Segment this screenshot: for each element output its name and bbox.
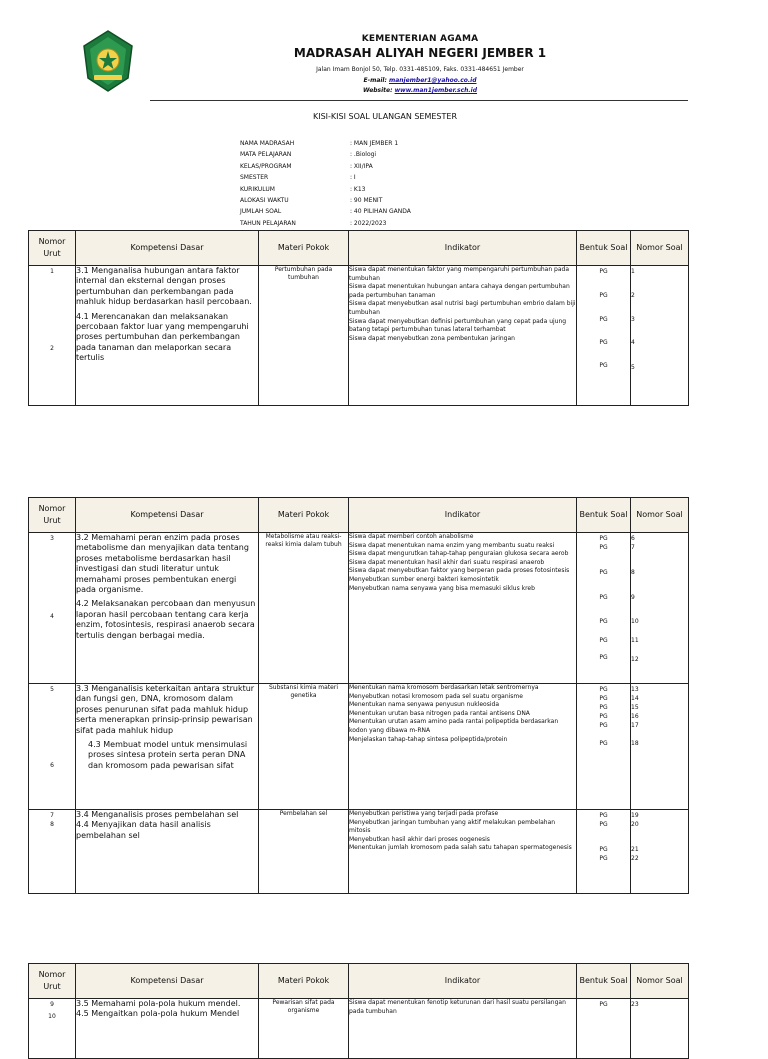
kd-text: 4.3 Membuat model untuk mensimulasi proses sintesa protein serta peran DNA dan kromosom pada pewarisan sifat: [88, 740, 248, 770]
col-header: Kompetensi Dasar: [76, 498, 259, 533]
col-header: Materi Pokok: [259, 498, 349, 533]
indikator-item: Menentukan jumlah kromosom pada salah satu tahapan spermatogenesis: [349, 844, 572, 852]
col-header: Kompetensi Dasar: [76, 231, 259, 266]
nomor-soal: 22: [631, 855, 639, 862]
kd-text: 4.2 Melaksanakan percobaan dan menyusun laporan hasil percobaan tentang cara kerja enzim, fotosintesis, respirasi anaerob secara tertulis dengan berbagai media.: [76, 599, 256, 640]
nomor-soal: 7: [631, 544, 635, 551]
website-link[interactable]: www.man1jember.sch.id: [394, 87, 478, 94]
document-title: KISI-KISI SOAL ULANGAN SEMESTER: [312, 112, 458, 121]
kd-text: 3.4 Menganalisis proses pembelahan sel: [76, 810, 239, 819]
nomor-soal: 2: [631, 292, 635, 299]
bentuk-soal: PG: [599, 722, 608, 729]
info-key: JUMLAH SOAL: [240, 208, 282, 216]
indikator-item: Siswa dapat menentukan fenotip keturunan dari hasil suatu persilangan pada tumbuhan: [349, 999, 566, 1015]
indikator-item: Menyebutkan notasi kromosom pada sel suatu organisme: [349, 692, 523, 700]
table-row: [29, 266, 689, 406]
table-row: [29, 684, 689, 810]
indikator-item: Siswa dapat menyebutkan faktor yang berperan pada proses fotosintesis: [349, 567, 570, 575]
nomor-urut: 10: [48, 1013, 56, 1020]
materi-pokok-cell: Metabolisme atau reaksi-reaksi kimia dalam tubuh: [259, 533, 349, 684]
kompetensi-dasar-cell: [76, 810, 259, 894]
nomor-soal: 6: [631, 535, 635, 542]
info-row: [240, 218, 411, 229]
info-block: [240, 138, 411, 229]
bentuk-soal: PG: [599, 268, 608, 275]
bentuk-soal: PG: [599, 740, 608, 747]
info-row: [240, 149, 411, 160]
info-value: : K13: [350, 185, 366, 193]
header-rule: [150, 100, 688, 101]
kompetensi-dasar-cell: [76, 999, 259, 1059]
nomor-soal: 1: [631, 268, 635, 275]
nomor-soal: 17: [631, 722, 639, 729]
indikator-item: Menjelaskan tahap-tahap sintesa polipeptida/protein: [349, 735, 508, 743]
nomor-soal-cell: [631, 684, 689, 810]
info-row: [240, 172, 411, 183]
bentuk-soal: PG: [599, 544, 608, 551]
col-header: Bentuk Soal: [577, 498, 631, 533]
bentuk-soal-cell: [577, 266, 631, 406]
indikator-item: Siswa dapat memberi contoh anabolisme: [349, 533, 474, 540]
nomor-soal: 8: [631, 569, 635, 576]
indikator-item: Siswa dapat menyebutkan definisi pertumbuhan yang cepat pada ujung batang tetapi pertumbuhan tunas lateral terhambat: [349, 317, 567, 334]
bentuk-soal-cell: [577, 684, 631, 810]
info-value: : 2022/2023: [350, 219, 387, 227]
nomor-urut-cell: [29, 266, 76, 406]
indikator-item: Siswa dapat menentukan hasil akhir dari suatu respirasi anaerob: [349, 558, 545, 566]
indikator-cell: [349, 266, 577, 406]
info-value: : XII/IPA: [350, 162, 373, 170]
nomor-soal: 11: [631, 637, 639, 644]
info-key: NAMA MADRASAH: [240, 140, 295, 147]
bentuk-soal: PG: [599, 695, 608, 702]
info-key: ALOKASI WAKTU: [240, 197, 289, 205]
nomor-urut: 9: [50, 1001, 54, 1008]
nomor-soal: 20: [631, 821, 639, 828]
kompetensi-dasar-cell: [76, 533, 259, 684]
school-logo: [82, 30, 134, 92]
info-value: : 90 MENIT: [350, 197, 383, 205]
col-header: Nomor Soal: [631, 231, 689, 266]
bentuk-soal: PG: [599, 594, 608, 601]
nomor-urut: 6: [50, 762, 54, 769]
indikator-item: Siswa dapat menentukan nama enzim yang membantu suatu reaksi: [349, 541, 555, 549]
kd-text: 4.1 Merencanakan dan melaksanakan percobaan faktor luar yang mempengaruhi proses pertumbuhan dan perkembangan pada tanaman dan melaporkan secara tertulis: [76, 311, 249, 363]
info-row: [240, 195, 411, 206]
col-header: Nomor Urut: [29, 964, 76, 999]
website-line: [250, 87, 590, 94]
indikator-item: Menyebutkan sumber energi bakteri kemosintetik: [349, 575, 499, 583]
bentuk-soal: PG: [599, 846, 608, 853]
info-key: TAHUN PELAJARAN: [240, 219, 296, 227]
nomor-urut: 5: [50, 686, 54, 693]
indikator-item: Menentukan nama kromosom berdasarkan letak sentromernya: [349, 684, 539, 691]
indikator-cell: [349, 810, 577, 894]
table-header-row: [29, 498, 689, 533]
nomor-soal: 23: [631, 1001, 639, 1008]
col-header: Kompetensi Dasar: [76, 964, 259, 999]
bentuk-soal: PG: [599, 316, 608, 323]
bentuk-soal: PG: [599, 686, 608, 693]
kd-text: 4.4 Menyajikan data hasil analisis pembelahan sel: [76, 820, 211, 840]
email-label: E-mail:: [363, 77, 389, 84]
bentuk-soal: PG: [599, 704, 608, 711]
info-row: [240, 138, 411, 149]
nomor-soal: 15: [631, 704, 639, 711]
indikator-cell: [349, 684, 577, 810]
info-key: MATA PELAJARAN: [240, 151, 292, 159]
nomor-urut: 2: [50, 345, 54, 352]
nomor-urut: 3: [50, 535, 54, 542]
col-header: Bentuk Soal: [577, 964, 631, 999]
info-key: KELAS/PROGRAM: [240, 162, 292, 170]
indikator-item: Siswa dapat menentukan hubungan antara cahaya dengan pertumbuhan pada pertumbuhan tanaman: [349, 283, 570, 299]
col-header: Nomor Urut: [29, 498, 76, 533]
col-header: Indikator: [349, 498, 577, 533]
nomor-soal-cell: [631, 533, 689, 684]
materi-pokok-cell: Substansi kimia materi genetika: [259, 684, 349, 810]
bentuk-soal: PG: [599, 618, 608, 625]
kompetensi-dasar-cell: [76, 684, 259, 810]
nomor-soal: 21: [631, 846, 639, 853]
nomor-soal: 16: [631, 713, 639, 720]
nomor-urut: 1: [50, 268, 54, 275]
nomor-soal: 5: [631, 364, 635, 371]
indikator-item: Siswa dapat menentukan faktor yang mempengaruhi pertumbuhan pada tumbuhan: [349, 266, 570, 282]
kisi-table-3: [28, 963, 689, 1059]
school-address: Jalan Imam Bonjol 50, Telp. 0331-485109, Faks. 0331-484651 Jember: [316, 66, 524, 73]
kd-text: 3.1 Menganalisa hubungan antara faktor internal dan eksternal dengan proses pertumbuhan dan perkembangan pada mahluk hidup berdasarkan hasil percobaan.: [76, 266, 252, 307]
col-header: Materi Pokok: [259, 964, 349, 999]
bentuk-soal: PG: [599, 812, 608, 819]
info-value: : MAN JEMBER 1: [350, 140, 399, 147]
nomor-urut: 7: [50, 812, 54, 819]
kd-text: 3.2 Memahami peran enzim pada proses metabolisme dan menyajikan data tentang proses metabolisme berdasarkan hasil investigasi dan studi literatur untuk memahami proses pembentukan energi pada organisme.: [76, 533, 249, 595]
bentuk-soal: PG: [599, 1001, 608, 1008]
table-header-row: [29, 231, 689, 266]
nomor-soal-cell: [631, 810, 689, 894]
materi-pokok-cell: Pembelahan sel: [259, 810, 349, 894]
indikator-cell: [349, 999, 577, 1059]
info-key: KURIKULUM: [240, 185, 275, 193]
nomor-soal: 10: [631, 618, 639, 625]
bentuk-soal: PG: [599, 535, 608, 542]
email-link[interactable]: manjember1@yahoo.co.id: [388, 77, 477, 84]
nomor-soal: 14: [631, 695, 639, 702]
col-header: Nomor Urut: [29, 231, 76, 266]
kd-text: 3.3 Menganalisis keterkaitan antara struktur dan fungsi gen, DNA, kromosom dalam proses penurunan sifat pada mahluk hidup serta menerapkan prinsip-prinsip pewarisan sifat pada mahluk hidup: [76, 684, 255, 735]
col-header: Nomor Soal: [631, 964, 689, 999]
indikator-item: Menyebutkan hasil akhir dari proses oogenesis: [349, 835, 490, 843]
email-line: [250, 77, 590, 84]
indikator-item: Menyebutkan nama senyawa yang bisa memasuki siklus kreb: [349, 584, 535, 592]
nomor-soal: 18: [631, 740, 639, 747]
materi-pokok-cell: Pertumbuhan pada tumbuhan: [259, 266, 349, 406]
col-header: Nomor Soal: [631, 498, 689, 533]
nomor-urut-cell: [29, 533, 76, 684]
nomor-soal: 3: [631, 316, 635, 323]
kisi-table-2: [28, 497, 689, 894]
table-row: [29, 999, 689, 1059]
bentuk-soal: PG: [599, 569, 608, 576]
nomor-soal: 13: [631, 686, 639, 693]
bentuk-soal-cell: [577, 533, 631, 684]
nomor-urut: 8: [50, 821, 54, 828]
info-value: : I: [350, 174, 356, 182]
indikator-item: Menentukan urutan asam amino pada rantai polipeptida berdasarkan kodon yang dibawa m-RNA: [349, 718, 559, 734]
kompetensi-dasar-cell: [76, 266, 259, 406]
table-header-row: [29, 964, 689, 999]
bentuk-soal-cell: [577, 810, 631, 894]
nomor-soal: 9: [631, 594, 635, 601]
ministry-name: KEMENTERIAN AGAMA: [361, 34, 479, 44]
bentuk-soal-cell: [577, 999, 631, 1059]
indikator-item: Menentukan urutan basa nitrogen pada rantai antisens DNA: [349, 709, 530, 717]
table-row: [29, 533, 689, 684]
bentuk-soal: PG: [599, 654, 608, 661]
indikator-item: Menyebutkan jaringan tumbuhan yang aktif melakukan pembelahan mitosis: [349, 818, 556, 835]
info-value: : 40 PILIHAN GANDA: [350, 208, 411, 216]
indikator-item: Siswa dapat mengurutkan tahap-tahap penguraian glukosa secara aerob: [349, 550, 569, 558]
school-name: MADRASAH ALIYAH NEGERI JEMBER 1: [293, 46, 547, 60]
nomor-urut: 4: [50, 613, 54, 620]
indikator-item: Siswa dapat menyebutkan asal nutrisi bagi pertumbuhan embrio dalam biji tumbuhan: [349, 300, 576, 316]
nomor-urut-cell: [29, 999, 76, 1059]
bentuk-soal: PG: [599, 339, 608, 346]
website-label: Website:: [362, 87, 395, 94]
nomor-soal: 12: [631, 656, 639, 663]
table-row: [29, 810, 689, 894]
nomor-soal: 4: [631, 339, 635, 346]
info-row: [240, 184, 411, 195]
nomor-soal: 19: [631, 812, 639, 819]
nomor-urut-cell: [29, 810, 76, 894]
bentuk-soal: PG: [599, 362, 608, 369]
col-header: Indikator: [349, 231, 577, 266]
col-header: Materi Pokok: [259, 231, 349, 266]
bentuk-soal: PG: [599, 855, 608, 862]
info-row: [240, 206, 411, 217]
info-key: SMESTER: [240, 174, 269, 182]
kd-text: 3.5 Memahami pola-pola hukum mendel.: [76, 999, 241, 1008]
nomor-urut-cell: [29, 684, 76, 810]
bentuk-soal: PG: [599, 713, 608, 720]
indikator-item: Menentukan nama senyawa penyusun nukleosida: [349, 701, 500, 709]
materi-pokok-cell: Pewarisan sifat pada organisme: [259, 999, 349, 1059]
nomor-soal-cell: [631, 999, 689, 1059]
kd-text: 4.5 Mengaitkan pola-pola hukum Mendel: [76, 1009, 240, 1019]
nomor-soal-cell: [631, 266, 689, 406]
col-header: Indikator: [349, 964, 577, 999]
bentuk-soal: PG: [599, 637, 608, 644]
kisi-table-1: [28, 230, 689, 406]
indikator-item: Siswa dapat menyebutkan zona pembentukan jaringan: [349, 334, 515, 342]
indikator-cell: [349, 533, 577, 684]
info-value: : .Biologi: [350, 151, 377, 159]
bentuk-soal: PG: [599, 821, 608, 828]
col-header: Bentuk Soal: [577, 231, 631, 266]
info-row: [240, 161, 411, 172]
indikator-item: Menyebutkan peristiwa yang terjadi pada profase: [349, 810, 499, 817]
bentuk-soal: PG: [599, 292, 608, 299]
